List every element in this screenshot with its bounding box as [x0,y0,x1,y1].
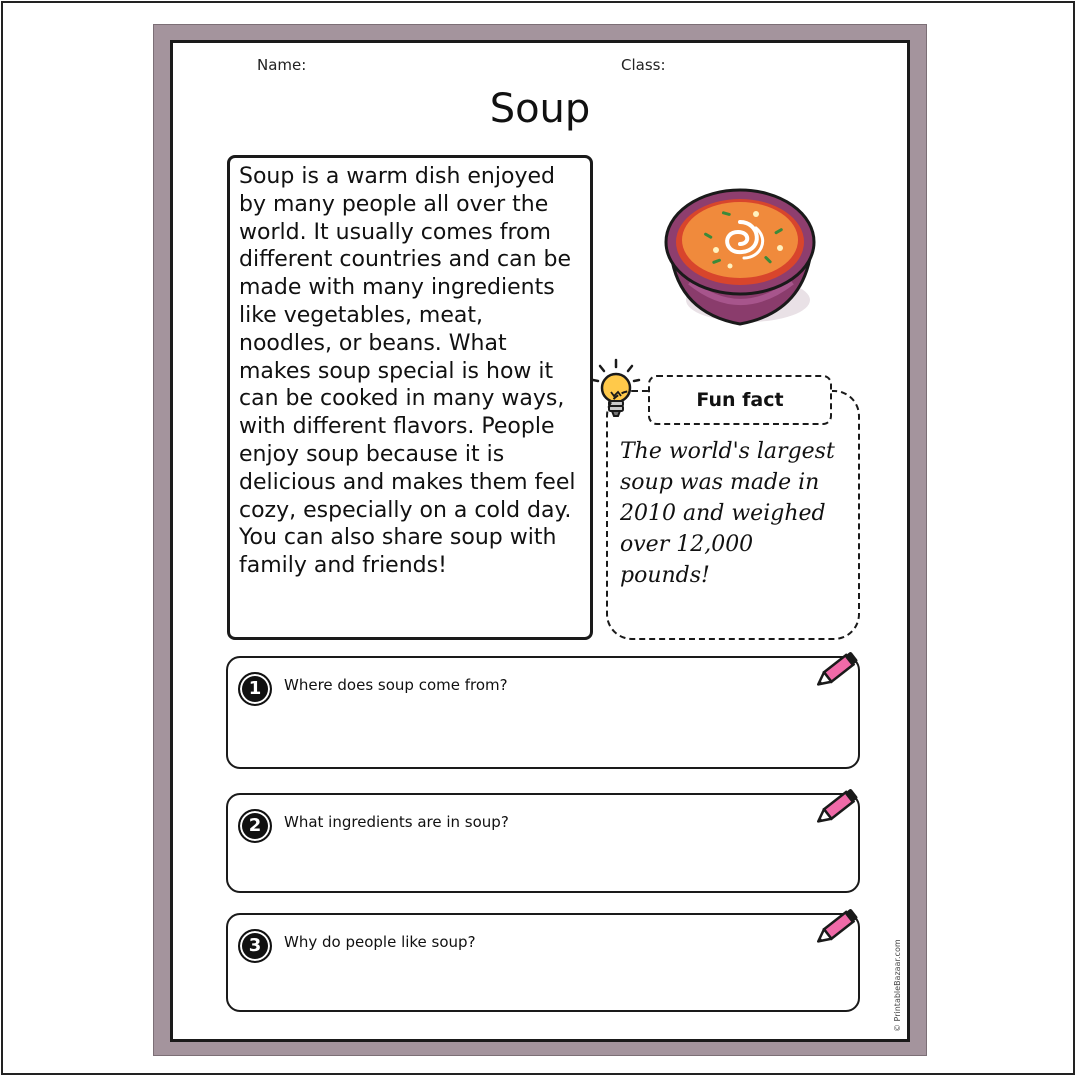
question-3-number: 3 [238,929,272,963]
pencil-icon [812,785,862,831]
pencil-icon [812,648,862,694]
question-2-text: What ingredients are in soup? [284,813,509,831]
reading-passage: Soup is a warm dish enjoyed by many people all over the world. It usually comes from different countries and can be made with many ingredients like vegetables, meat, noodles, or beans. What makes soup special is how it can be cooked in many ways, with different flavors. People enjoy soup because it is delicious and makes them feel cozy, especially on a cold day. You can also share soup with family and friends! [227,155,593,640]
question-2-number: 2 [238,809,272,843]
class-label: Class: [621,56,666,74]
copyright-credit: © PrintableBazaar.com [893,939,902,1032]
question-1-text: Where does soup come from? [284,676,508,694]
fun-fact-label: Fun fact [648,375,832,425]
name-label: Name: [257,56,307,74]
fun-fact-box [606,390,860,640]
page-title: Soup [489,86,591,132]
pencil-icon [812,905,862,951]
question-3-answer-box[interactable] [226,913,860,1012]
fun-fact-text: The world's largest soup was made in 2010 and weighed over 12,000 pounds! [620,439,835,588]
soup-bowl-icon [660,182,820,332]
question-3-text: Why do people like soup? [284,933,476,951]
question-1-number: 1 [238,672,272,706]
question-2-answer-box[interactable] [226,793,860,893]
question-1-answer-box[interactable] [226,656,860,769]
